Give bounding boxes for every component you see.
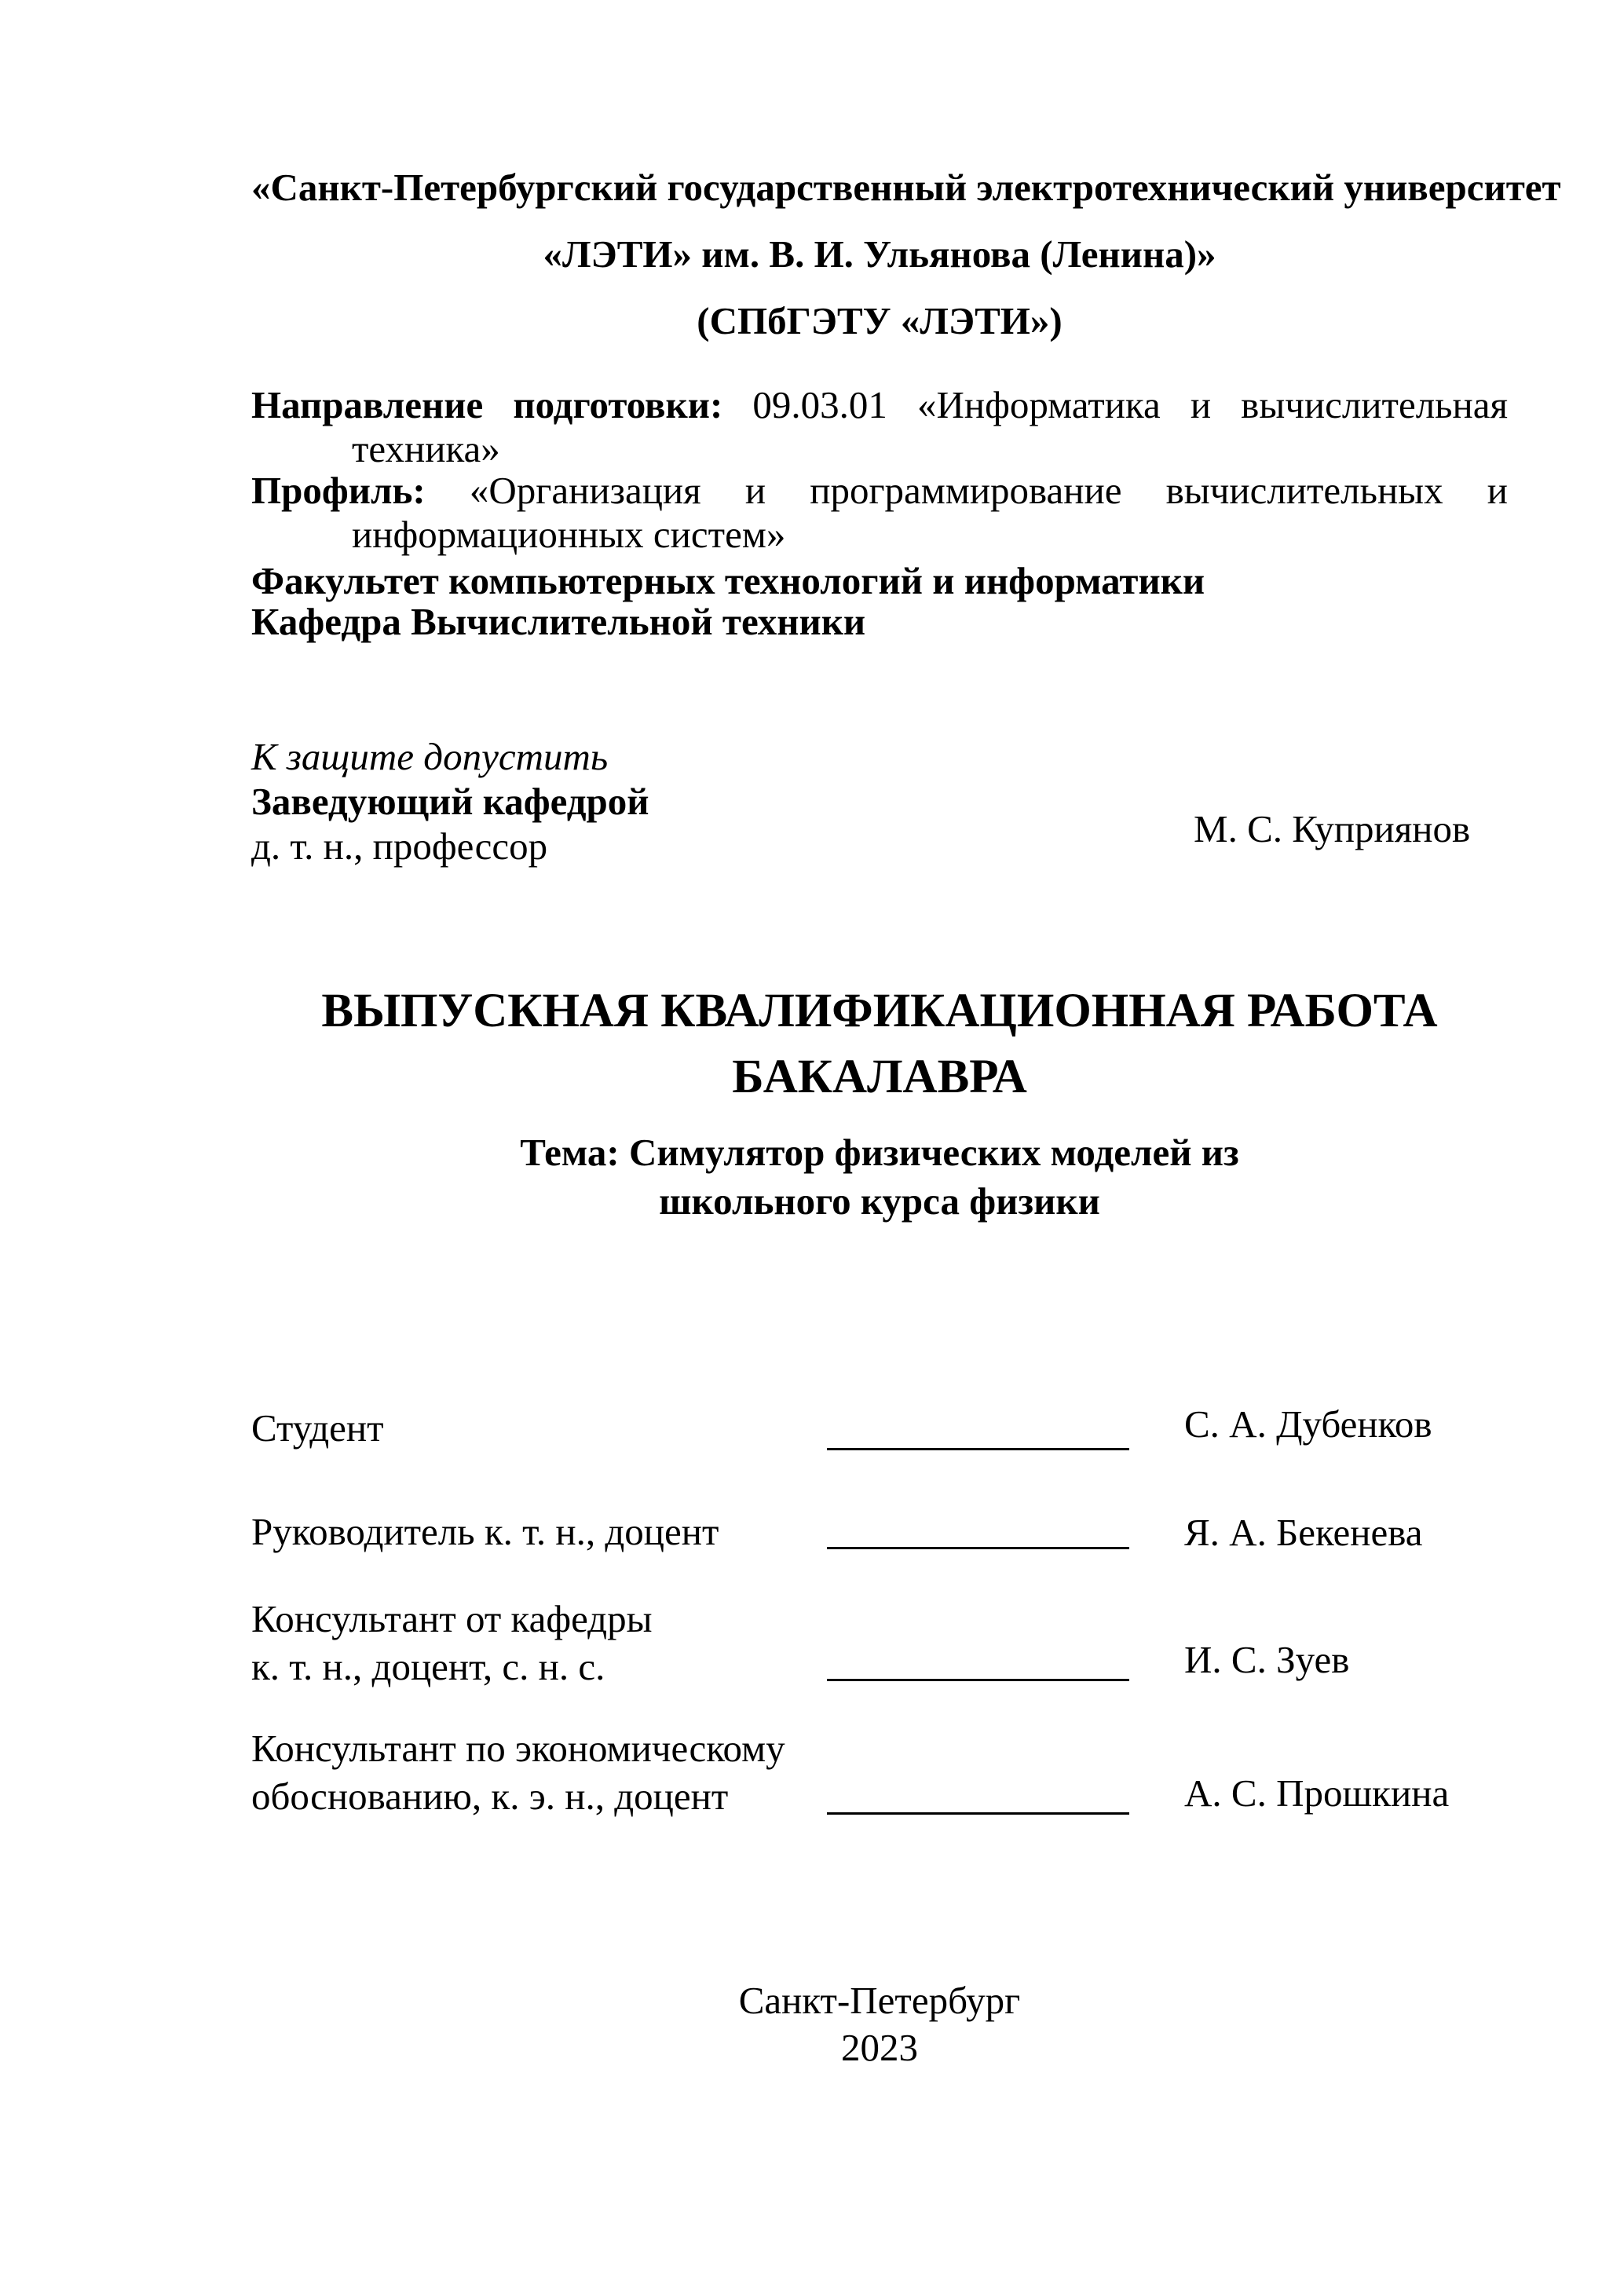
profile-line2: информационных систем»: [352, 513, 786, 556]
profile-label: Профиль:: [251, 469, 426, 512]
topic-line1: Тема: Симулятор физических моделей из: [520, 1131, 1239, 1174]
approver-name: М. С. Куприянов: [1194, 807, 1471, 850]
signature-name-dept-consultant: И. С. Зуев: [1184, 1638, 1350, 1681]
work-title-line1: ВЫПУСКНАЯ КВАЛИФИКАЦИОННАЯ РАБОТА: [321, 985, 1438, 1037]
university-header: [251, 154, 1561, 354]
signature-role-dept-consultant: [251, 1595, 848, 1691]
signature-name-student: С. А. Дубенков: [1184, 1402, 1432, 1446]
program-paragraph: [251, 383, 1508, 471]
approval-permit-line: К защите допустить: [251, 735, 609, 778]
signature-role-dept-consultant-line1: Консультант от кафедры: [251, 1597, 653, 1640]
topic-block: [251, 1128, 1508, 1226]
approval-head-title: Заведующий кафедрой: [251, 780, 649, 823]
program-line1: [251, 383, 1508, 427]
program-line2: техника»: [352, 427, 500, 470]
faculty-line: Факультет компьютерных технологий и информатики: [251, 559, 1205, 602]
profile-value: «Организация и программирование вычислительных и: [469, 469, 1508, 512]
department-line: Кафедра Вычислительной техники: [251, 600, 866, 643]
work-title: [251, 978, 1508, 1110]
program-label: Направление подготовки:: [251, 383, 723, 426]
topic-line2: школьного курса физики: [659, 1179, 1100, 1223]
profile-paragraph: [251, 469, 1508, 557]
signature-role-dept-consultant-line2: к. т. н., доцент, с. н. с.: [251, 1645, 605, 1688]
profile-line1: [251, 469, 1508, 513]
signature-role-supervisor: Руководитель к. т. н., доцент: [251, 1510, 719, 1553]
signature-line-econ-consultant: [827, 1812, 1129, 1815]
program-value: 09.03.01 «Информатика и вычислительная: [752, 383, 1509, 426]
university-name-line1: «Санкт-Петербургский государственный электротехнический университет: [251, 166, 1561, 209]
signature-name-supervisor: Я. А. Бекенева: [1184, 1511, 1423, 1554]
signature-line-dept-consultant: [827, 1679, 1129, 1681]
footer-city: Санкт-Петербург: [738, 1979, 1021, 2022]
footer-year: 2023: [841, 2026, 918, 2069]
signature-role-student: Студент: [251, 1406, 384, 1450]
signature-role-econ-consultant-line1: Консультант по экономическому: [251, 1727, 785, 1770]
university-name-line2: «ЛЭТИ» им. В. И. Ульянова (Ленина)»: [543, 232, 1216, 276]
work-title-line2: БАКАЛАВРА: [732, 1051, 1027, 1103]
university-name-line3: (СПбГЭТУ «ЛЭТИ»): [697, 299, 1063, 342]
signature-line-supervisor: [827, 1547, 1129, 1549]
signature-role-econ-consultant-line2: обоснованию, к. э. н., доцент: [251, 1775, 729, 1818]
signature-name-econ-consultant: А. С. Прошкина: [1184, 1771, 1450, 1815]
signature-role-econ-consultant: [251, 1724, 848, 1820]
approval-head-degree: д. т. н., профессор: [251, 824, 548, 868]
signature-line-student: [827, 1448, 1129, 1450]
